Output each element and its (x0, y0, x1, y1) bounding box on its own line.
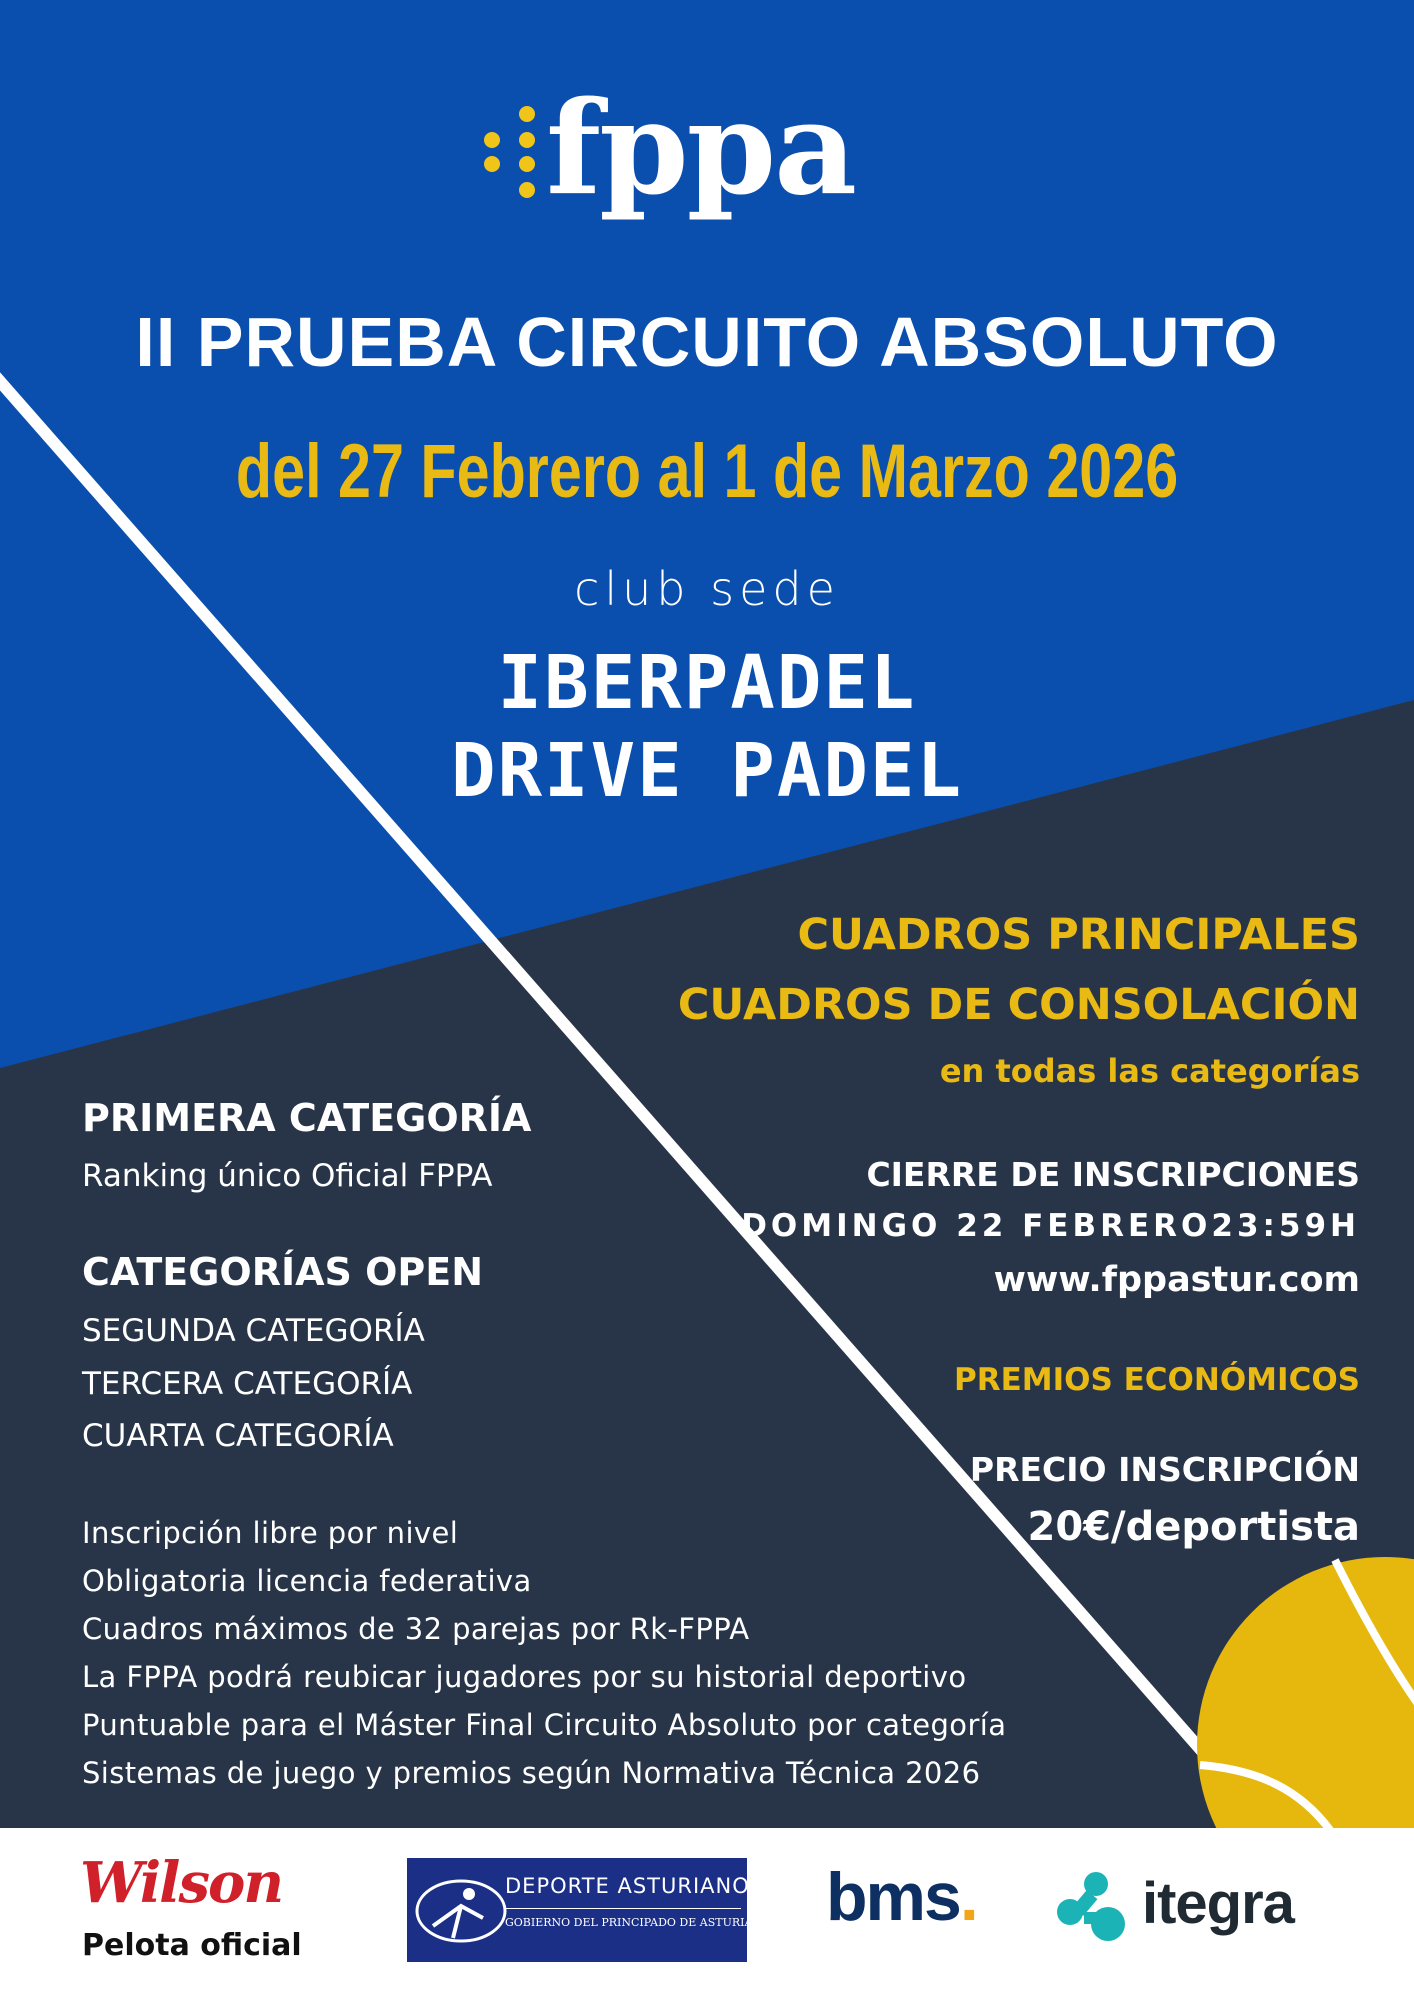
rule-item: Puntuable para el Máster Final Circuito Absoluto por categoría (82, 1708, 1007, 1742)
venue-label: club sede (574, 562, 840, 616)
molecule-icon (1050, 1868, 1140, 1948)
rule-item: Obligatoria licencia federativa (82, 1564, 532, 1598)
logo-dots-icon (482, 102, 542, 212)
open-category-item: SEGUNDA CATEGORÍA (82, 1313, 425, 1349)
rule-item: La FPPA podrá reubicar jugadores por su historial deportivo (82, 1660, 967, 1694)
prizes-label: PREMIOS ECONÓMICOS (953, 1362, 1360, 1398)
price-value: 20€/deportista (1027, 1504, 1360, 1550)
draws-consolation: CUADROS DE CONSOLACIÓN (677, 980, 1360, 1030)
deporte-subtitle: GOBIERNO DEL PRINCIPADO DE ASTURIAS (505, 1916, 760, 1929)
deporte-divider (505, 1908, 741, 1909)
registration-close-title: CIERRE DE INSCRIPCIONES (866, 1155, 1360, 1194)
draws-main: CUADROS PRINCIPALES (797, 910, 1360, 960)
deporte-title: DEPORTE ASTURIANO (505, 1874, 750, 1898)
wilson-logo (80, 1850, 282, 1916)
sponsor-bar (0, 1828, 1414, 2000)
bms-logo (826, 1858, 977, 1936)
first-category-title: PRIMERA CATEGORÍA (82, 1096, 532, 1140)
wilson-caption: Pelota oficial (82, 1928, 302, 1963)
bms-dot: . (959, 1859, 977, 1935)
logo-text: fppa (546, 74, 855, 224)
wilson-wordmark: Wilson (80, 1850, 283, 1916)
rule-item: Inscripción libre por nivel (82, 1516, 459, 1550)
event-dates-wrap (0, 428, 1414, 515)
fppa-logo (482, 74, 862, 246)
draws-note: en todas las categorías (939, 1052, 1360, 1090)
event-title: II PRUEBA CIRCUITO ABSOLUTO (135, 303, 1279, 381)
integra-logo (1050, 1868, 1350, 1958)
registration-website: www.fppastur.com (993, 1260, 1360, 1300)
deporte-asturiano-logo (407, 1858, 760, 1962)
rule-item: Cuadros máximos de 32 parejas por Rk-FPPA (82, 1612, 750, 1646)
venue-club-1: IBERPADEL (497, 640, 917, 726)
first-category-note: Ranking único Oficial FPPA (82, 1158, 493, 1194)
open-category-item: CUARTA CATEGORÍA (82, 1418, 394, 1454)
venue-club-2-wrap (0, 728, 1414, 814)
registration-close-date: DOMINGO 22 FEBRERO23:59H (741, 1208, 1360, 1244)
price-title: PRECIO INSCRIPCIÓN (969, 1450, 1360, 1489)
integra-wordmark: itegra (1142, 1871, 1294, 1936)
open-category-item: TERCERA CATEGORÍA (82, 1366, 413, 1402)
venue-club-1-wrap (0, 640, 1414, 726)
bms-wordmark: bms (826, 1859, 960, 1935)
open-categories-title: CATEGORÍAS OPEN (82, 1250, 484, 1294)
event-dates: del 27 Febrero al 1 de Marzo 2026 (235, 429, 1179, 514)
athlete-icon (413, 1866, 509, 1956)
rule-item: Sistemas de juego y premios según Normativa Técnica 2026 (82, 1756, 981, 1790)
venue-club-2: DRIVE PADEL (450, 728, 964, 814)
